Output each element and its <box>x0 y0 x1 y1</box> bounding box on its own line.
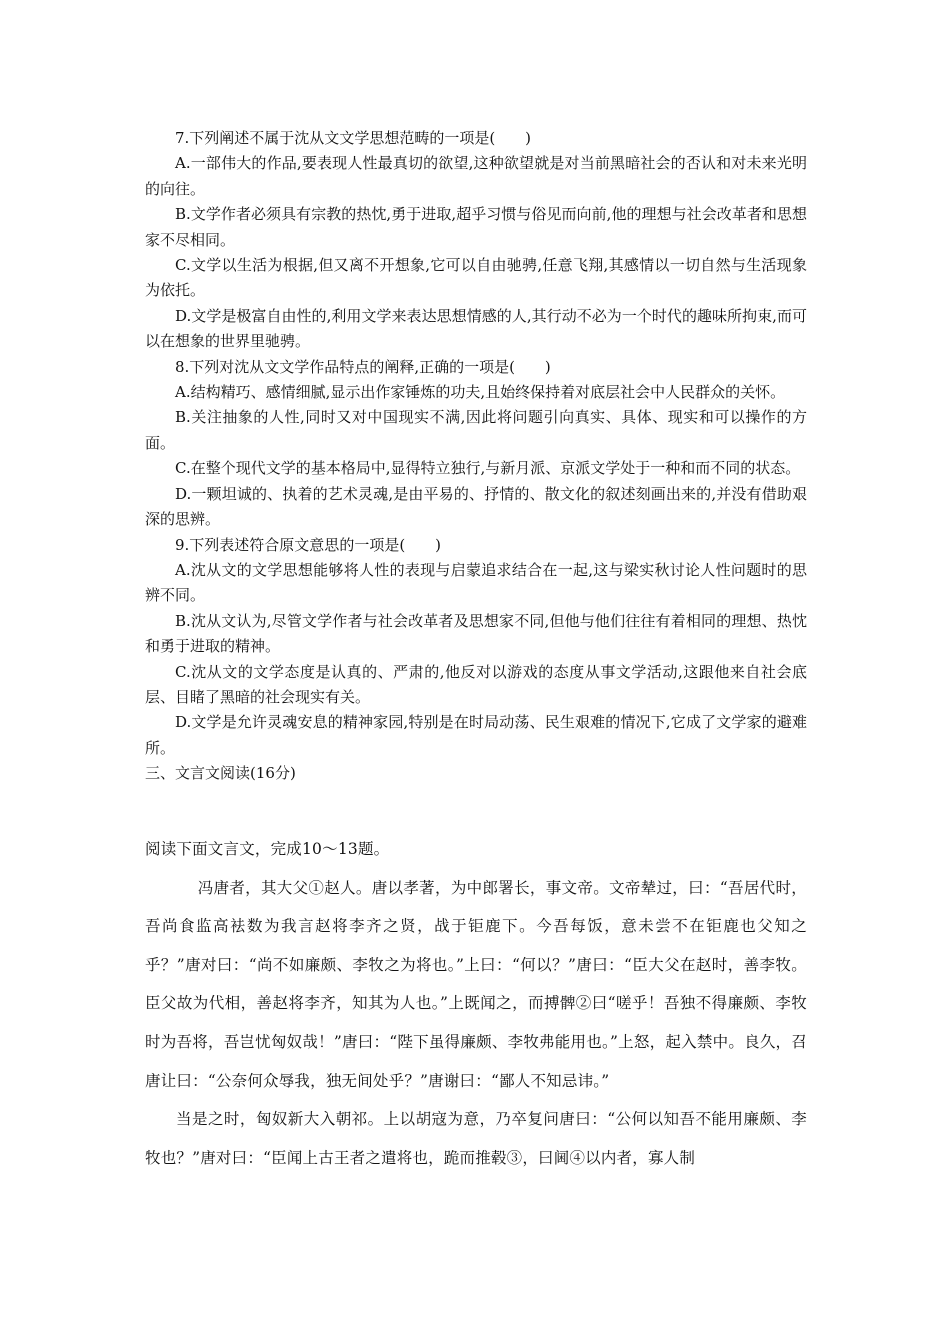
passage-paragraph-2: 当是之时，匈奴新大入朝祁。上以胡寇为意，乃卒复问唐曰：“公何以知吾不能用廉颇、李牧也？”唐对曰：“臣闻上古王者之遣将也，跪而推毂③，曰阃④以内者，寡人制 <box>145 1110 807 1167</box>
classical-passage <box>145 830 807 1177</box>
question-9-option-d: D.文学是允许灵魂安息的精神家园,特别是在时局动荡、民生艰难的情况下,它成了文学家的避难所。 <box>145 713 807 757</box>
question-7-option-b: B.文学作者必须具有宗教的热忱,勇于进取,超乎习惯与俗见而向前,他的理想与社会改革者和思想家不尽相同。 <box>145 205 807 249</box>
section-heading: 三、文言文阅读(16分) <box>145 764 296 783</box>
question-8-option-d: D.一颗坦诚的、执着的艺术灵魂,是由平易的、抒情的、散文化的叙述刻画出来的,并没有借助艰深的思辨。 <box>145 484 807 529</box>
question-8-stem: 8.下列对沈从文文学作品特点的阐释,正确的一项是( ) <box>175 357 551 376</box>
question-9-option-b: B.沈从文认为,尽管文学作者与社会改革者及思想家不同,但他与他们往往有着相同的理想、热忱和勇于进取的精神。 <box>145 611 807 656</box>
question-8-option-b: B.关注抽象的人性,同时又对中国现实不满,因此将问题引向真实、具体、现实和可以操作的方面。 <box>145 408 807 452</box>
passage-paragraph-1: 冯唐者，其大父①赵人。唐以孝著，为中郎署长，事文帝。文帝辇过，曰：“吾居代时，吾尚食监高袪数为我言赵将李齐之贤，战于钜鹿下。今吾每饭，意未尝不在钜鹿也父知之乎？”唐对曰：“尚不如廉颇、李牧之为将也。”上曰：“何以？”唐曰：“臣大父在赵时，善李牧。臣父故为代相，善赵将李齐，知其为人也。”上既闻之，而搏髀②曰“嗟乎！吾独不得廉颇、李牧时为吾将，吾岂忧匈奴哉！”唐曰：“陛下虽得廉颇、李牧弗能用也。”上怒，起入禁中。良久，召唐让曰：“公奈何众辱我，独无间处乎？”唐谢曰：“鄙人不知忌讳。” <box>145 878 807 1090</box>
question-9-option-c: C.沈从文的文学态度是认真的、严肃的,他反对以游戏的态度从事文学活动,这跟他来自社会底层、目睹了黑暗的社会现实有关。 <box>145 662 807 706</box>
question-9-stem: 9.下列表述符合原文意思的一项是( ) <box>175 535 442 554</box>
question-7-stem: 7.下列阐述不属于沈从文文学思想范畴的一项是( ) <box>175 129 532 147</box>
questions-block <box>145 126 807 787</box>
question-8-option-c: C.在整个现代文学的基本格局中,显得特立独行,与新月派、京派文学处于一种和而不同的状态。 <box>175 459 801 478</box>
question-9-option-a: A.沈从文的文学思想能够将人性的表现与启蒙追求结合在一起,这与梁实秋讨论人性问题时的思辨不同。 <box>145 560 807 605</box>
question-7-option-a: A.一部伟大的作品,要表现人性最真切的欲望,这种欲望就是对当前黑暗社会的否认和对未来光明的向往。 <box>145 154 807 198</box>
question-7-option-c: C.文学以生活为根据,但又离不开想象,它可以自由驰骋,任意飞翔,其感情以一切自然与生活现象为依托。 <box>145 256 807 300</box>
reading-instruction: 阅读下面文言文，完成10～13题。 <box>145 840 390 858</box>
question-8-option-a: A.结构精巧、感情细腻,显示出作家锤炼的功夫,且始终保持着对底层社会中人民群众的关怀。 <box>175 383 786 402</box>
question-7-option-d: D.文学是极富自由性的,利用文学来表达思想情感的人,其行动不必为一个时代的趣味所拘束,而可以在想象的世界里驰骋。 <box>145 306 807 351</box>
